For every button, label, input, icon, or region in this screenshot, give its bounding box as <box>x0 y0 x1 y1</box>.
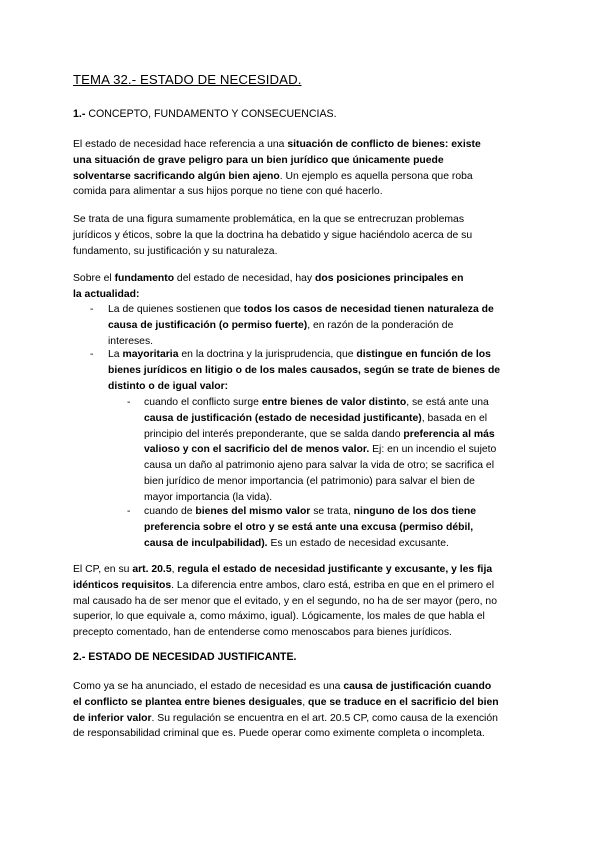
text-run: Ej: en un incendio el sujeto <box>369 444 497 456</box>
bold-run: distingue en función de los <box>356 349 491 360</box>
text-run: del estado de necesidad, hay <box>174 273 316 284</box>
bold-run: que se traduce en el sacrificio del bien <box>308 696 499 708</box>
text-line: de responsabilidad criminal que es. Puede operar como eximente completa o incompleta. <box>73 728 485 740</box>
bold-run: preferencia sobre el otro y se está ante una excusa (permiso débil, <box>144 521 474 533</box>
text-run: , se está ante una <box>406 397 489 408</box>
bold-run: regula el estado de necesidad justificante y excusante, y les fija <box>177 564 493 575</box>
list-item-position-2 <box>108 347 533 394</box>
text-run: La de quienes sostienen que <box>108 304 244 315</box>
section-1-heading <box>73 108 337 120</box>
text-line: mal causado ha de ser menor que el evitado, y en el segundo, no ha de ser mayor (pero, no <box>73 595 497 607</box>
bold-run: fundamento <box>114 273 175 284</box>
text-run: , basada en el <box>421 412 488 424</box>
section-1-number: 1.- <box>73 108 86 120</box>
bold-run: situación de conflicto de bienes: existe <box>287 139 481 150</box>
bold-run: causa de justificación (estado de necesidad justificante) <box>144 412 422 424</box>
text-run: , <box>302 696 309 708</box>
bold-run: la actualidad: <box>73 288 140 300</box>
bold-run: mayoritaria <box>122 349 179 360</box>
text-line: bien jurídico de menor importancia (el patrimonio) para salvar el bien de <box>144 475 475 487</box>
bold-run: solventarse sacrificando algún bien ajeno <box>73 170 280 182</box>
bold-run: dos posiciones principales en <box>315 273 464 284</box>
text-line: fundamento, su justificación y su naturaleza. <box>73 245 278 257</box>
text-run: . Un ejemplo es aquella persona que roba <box>279 170 473 182</box>
text-line: mayor importancia (la vida). <box>144 491 273 503</box>
text-run: Sobre el <box>73 273 115 284</box>
bold-run: causa de justificación (o permiso fuerte) <box>108 319 308 331</box>
sublist-item-same-value <box>144 504 534 551</box>
bold-run: entre bienes de valor distinto <box>261 397 407 408</box>
document-title: TEMA 32.- ESTADO DE NECESIDAD. <box>73 72 302 87</box>
bold-run: causa de inculpabilidad). <box>144 537 268 549</box>
bullet-dash: - <box>90 304 94 315</box>
text-line: causa un daño al patrimonio ajeno para salvar la vida de otro; se sacrifica el <box>144 460 495 472</box>
text-run: se trata, <box>310 506 354 517</box>
bullet-dash: - <box>127 506 131 517</box>
bold-run: preferencia al más <box>403 428 495 440</box>
bold-run: bienes del mismo valor <box>195 506 311 517</box>
text-line: comida para alimentar a sus hijos porque no tiene con qué hacerlo. <box>73 186 383 198</box>
text-run: La <box>108 349 123 360</box>
text-run: , en razón de la ponderación de <box>307 319 454 331</box>
list-item-position-1 <box>108 302 533 349</box>
paragraph-problematic <box>73 212 533 259</box>
bold-run: una situación de grave peligro para un bien jurídico que únicamente puede <box>73 154 444 166</box>
bold-run: art. 20.5 <box>132 564 172 575</box>
text-line: superior, lo que equivale a, como máximo, igual). Lógicamente, los males de que habla el <box>73 611 485 623</box>
bold-run: bienes jurídicos en litigio o de los males causados, según se trate de bienes de <box>108 364 501 376</box>
paragraph-definition <box>73 137 533 200</box>
sublist-item-distinct-value <box>144 395 534 506</box>
text-run: cuando de <box>144 506 196 517</box>
text-run: El CP, en su <box>73 564 133 575</box>
bullet-dash: - <box>90 349 94 360</box>
section-2-heading <box>73 651 296 663</box>
paragraph-fundamento <box>73 271 533 303</box>
text-run: cuando el conflicto surge <box>144 397 262 408</box>
text-run: . La diferencia entre ambos, claro está, estriba en que en el primero el <box>171 579 495 591</box>
section-1-heading-period: . <box>333 108 337 120</box>
text-run: . Su regulación se encuentra en el art. 20.5 CP, como causa de la exención <box>151 712 498 724</box>
bold-run: causa de justificación cuando <box>343 681 492 692</box>
bold-run: ninguno de los dos tiene <box>353 506 477 517</box>
text-line: jurídicos y éticos, sobre la que la doctrina ha debatido y sigue haciéndolo acerca de su <box>73 229 473 241</box>
section-1-heading-text: CONCEPTO, FUNDAMENTO Y CONSECUENCIAS <box>85 108 334 120</box>
bullet-dash: - <box>127 397 131 408</box>
bold-run: valioso y con el sacrificio del de menos valor. <box>144 444 370 456</box>
text-run: Como ya se ha anunciado, el estado de necesidad es una <box>73 681 344 692</box>
bold-run: todos los casos de necesidad tienen naturaleza de <box>243 304 494 315</box>
text-run: principio del interés preponderante, que se salda dando <box>144 428 404 440</box>
text-run: Es un estado de necesidad excusante. <box>267 537 449 549</box>
paragraph-cp-article <box>73 562 533 641</box>
bold-run: el conflicto se plantea entre bienes desiguales <box>73 696 303 708</box>
bold-run: distinto o de igual valor: <box>108 380 229 392</box>
text-run: en la doctrina y la jurisprudencia, que <box>178 349 357 360</box>
text-line: Se trata de una figura sumamente problemática, en la que se entrecruzan problemas <box>73 214 465 225</box>
bold-run: de inferior valor <box>73 712 152 724</box>
section-2-heading-text: 2.- ESTADO DE NECESIDAD JUSTIFICANTE. <box>73 651 297 663</box>
text-line: intereses. <box>108 335 154 347</box>
bold-run: idénticos requisitos <box>73 579 172 591</box>
text-run: , <box>171 564 178 575</box>
text-run: El estado de necesidad hace referencia a una <box>73 139 288 150</box>
text-line: precepto comentado, han de entenderse como menoscabos para bienes jurídicos. <box>73 627 452 639</box>
paragraph-justificante <box>73 679 533 742</box>
